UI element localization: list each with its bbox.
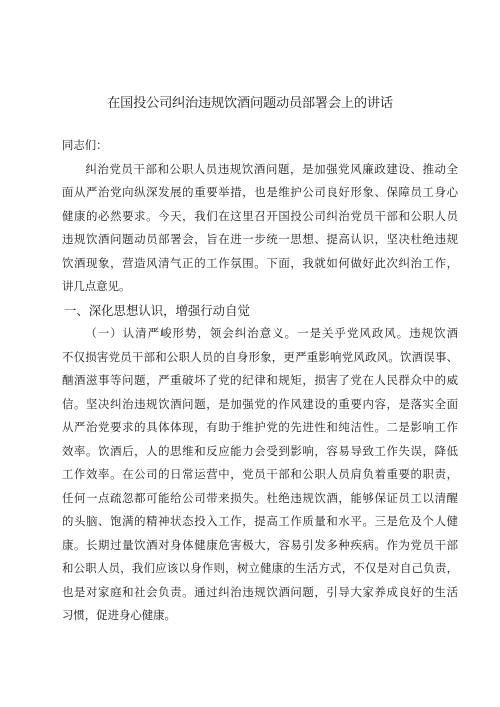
salutation: 同志们： — [62, 138, 108, 152]
paragraph-line: 酗酒滋事等问题，严重破坏了党的纪律和规矩，损害了党在人民群众中的威 — [62, 373, 458, 387]
paragraph-line: 纠治党员干部和公职人员违规饮酒问题，是加强党风廉政建设、推动全 — [85, 161, 458, 176]
paragraph-line: 违规饮酒问题动员部署会，旨在进一步统一思想、提高认识，坚决杜绝违规 — [62, 232, 458, 246]
paragraph-line: 的头脑、饱满的精神状态投入工作，提高工作质量和水平。三是危及个人健 — [62, 514, 458, 528]
paragraph-line: 工作效率。在公司的日常运营中，党员干部和公职人员肩负着重要的职责， — [62, 467, 458, 481]
paragraph-line: 习惯，促进身心健康。 — [62, 608, 176, 622]
document-body — [62, 134, 458, 628]
intro-paragraph — [62, 158, 458, 299]
paragraph-line: 饮酒现象，营造风清气正的工作氛围。下面，我就如何做好此次纠治工作， — [62, 255, 458, 270]
paragraph-line: 不仅损害党员干部和公职人员的自身形象，更严重影响党风政风。饮酒误事、 — [62, 349, 458, 364]
paragraph-line: 也是对家庭和社会负责。通过纠治违规饮酒问题，引导大家养成良好的生活 — [62, 584, 458, 599]
paragraph-line: 效率。饮酒后，人的思维和反应能力会受到影响，容易导致工作失误，降低 — [62, 443, 458, 458]
section-heading: 一、深化思想认识，增强行动自觉 — [64, 302, 250, 318]
document-title: 在国投公司纠治违规饮酒问题动员部署会上的讲话 — [107, 96, 393, 111]
section1-paragraph — [62, 322, 458, 628]
paragraph-line: 康。长期过量饮酒对身体健康危害极大，容易引发多种疾病。作为党员干部 — [62, 537, 458, 552]
paragraph-line: 信。坚决纠治违规饮酒问题，是加强党的作风建设的重要内容，是落实全面 — [62, 396, 458, 411]
paragraph-line: 任何一点疏忽都可能给公司带来损失。杜绝违规饮酒，能够保证员工以清醒 — [62, 490, 458, 505]
paragraph-line: 讲几点意见。 — [62, 279, 131, 293]
paragraph-line: 面从严治党向纵深发展的重要举措，也是维护公司良好形象、保障员工身心 — [62, 185, 458, 199]
paragraph-line: 和公职人员，我们应该以身作则，树立健康的生活方式，不仅是对自己负责， — [62, 561, 458, 575]
paragraph-line: 从严治党要求的具体体现，有助于维护党的先进性和纯洁性。二是影响工作 — [62, 420, 458, 434]
paragraph-line: （一）认清严峻形势，领会纠治意义。一是关乎党风政风。违规饮酒 — [85, 326, 458, 340]
paragraph-line: 健康的必然要求。今天，我们在这里召开国投公司纠治党员干部和公职人员 — [62, 208, 458, 223]
